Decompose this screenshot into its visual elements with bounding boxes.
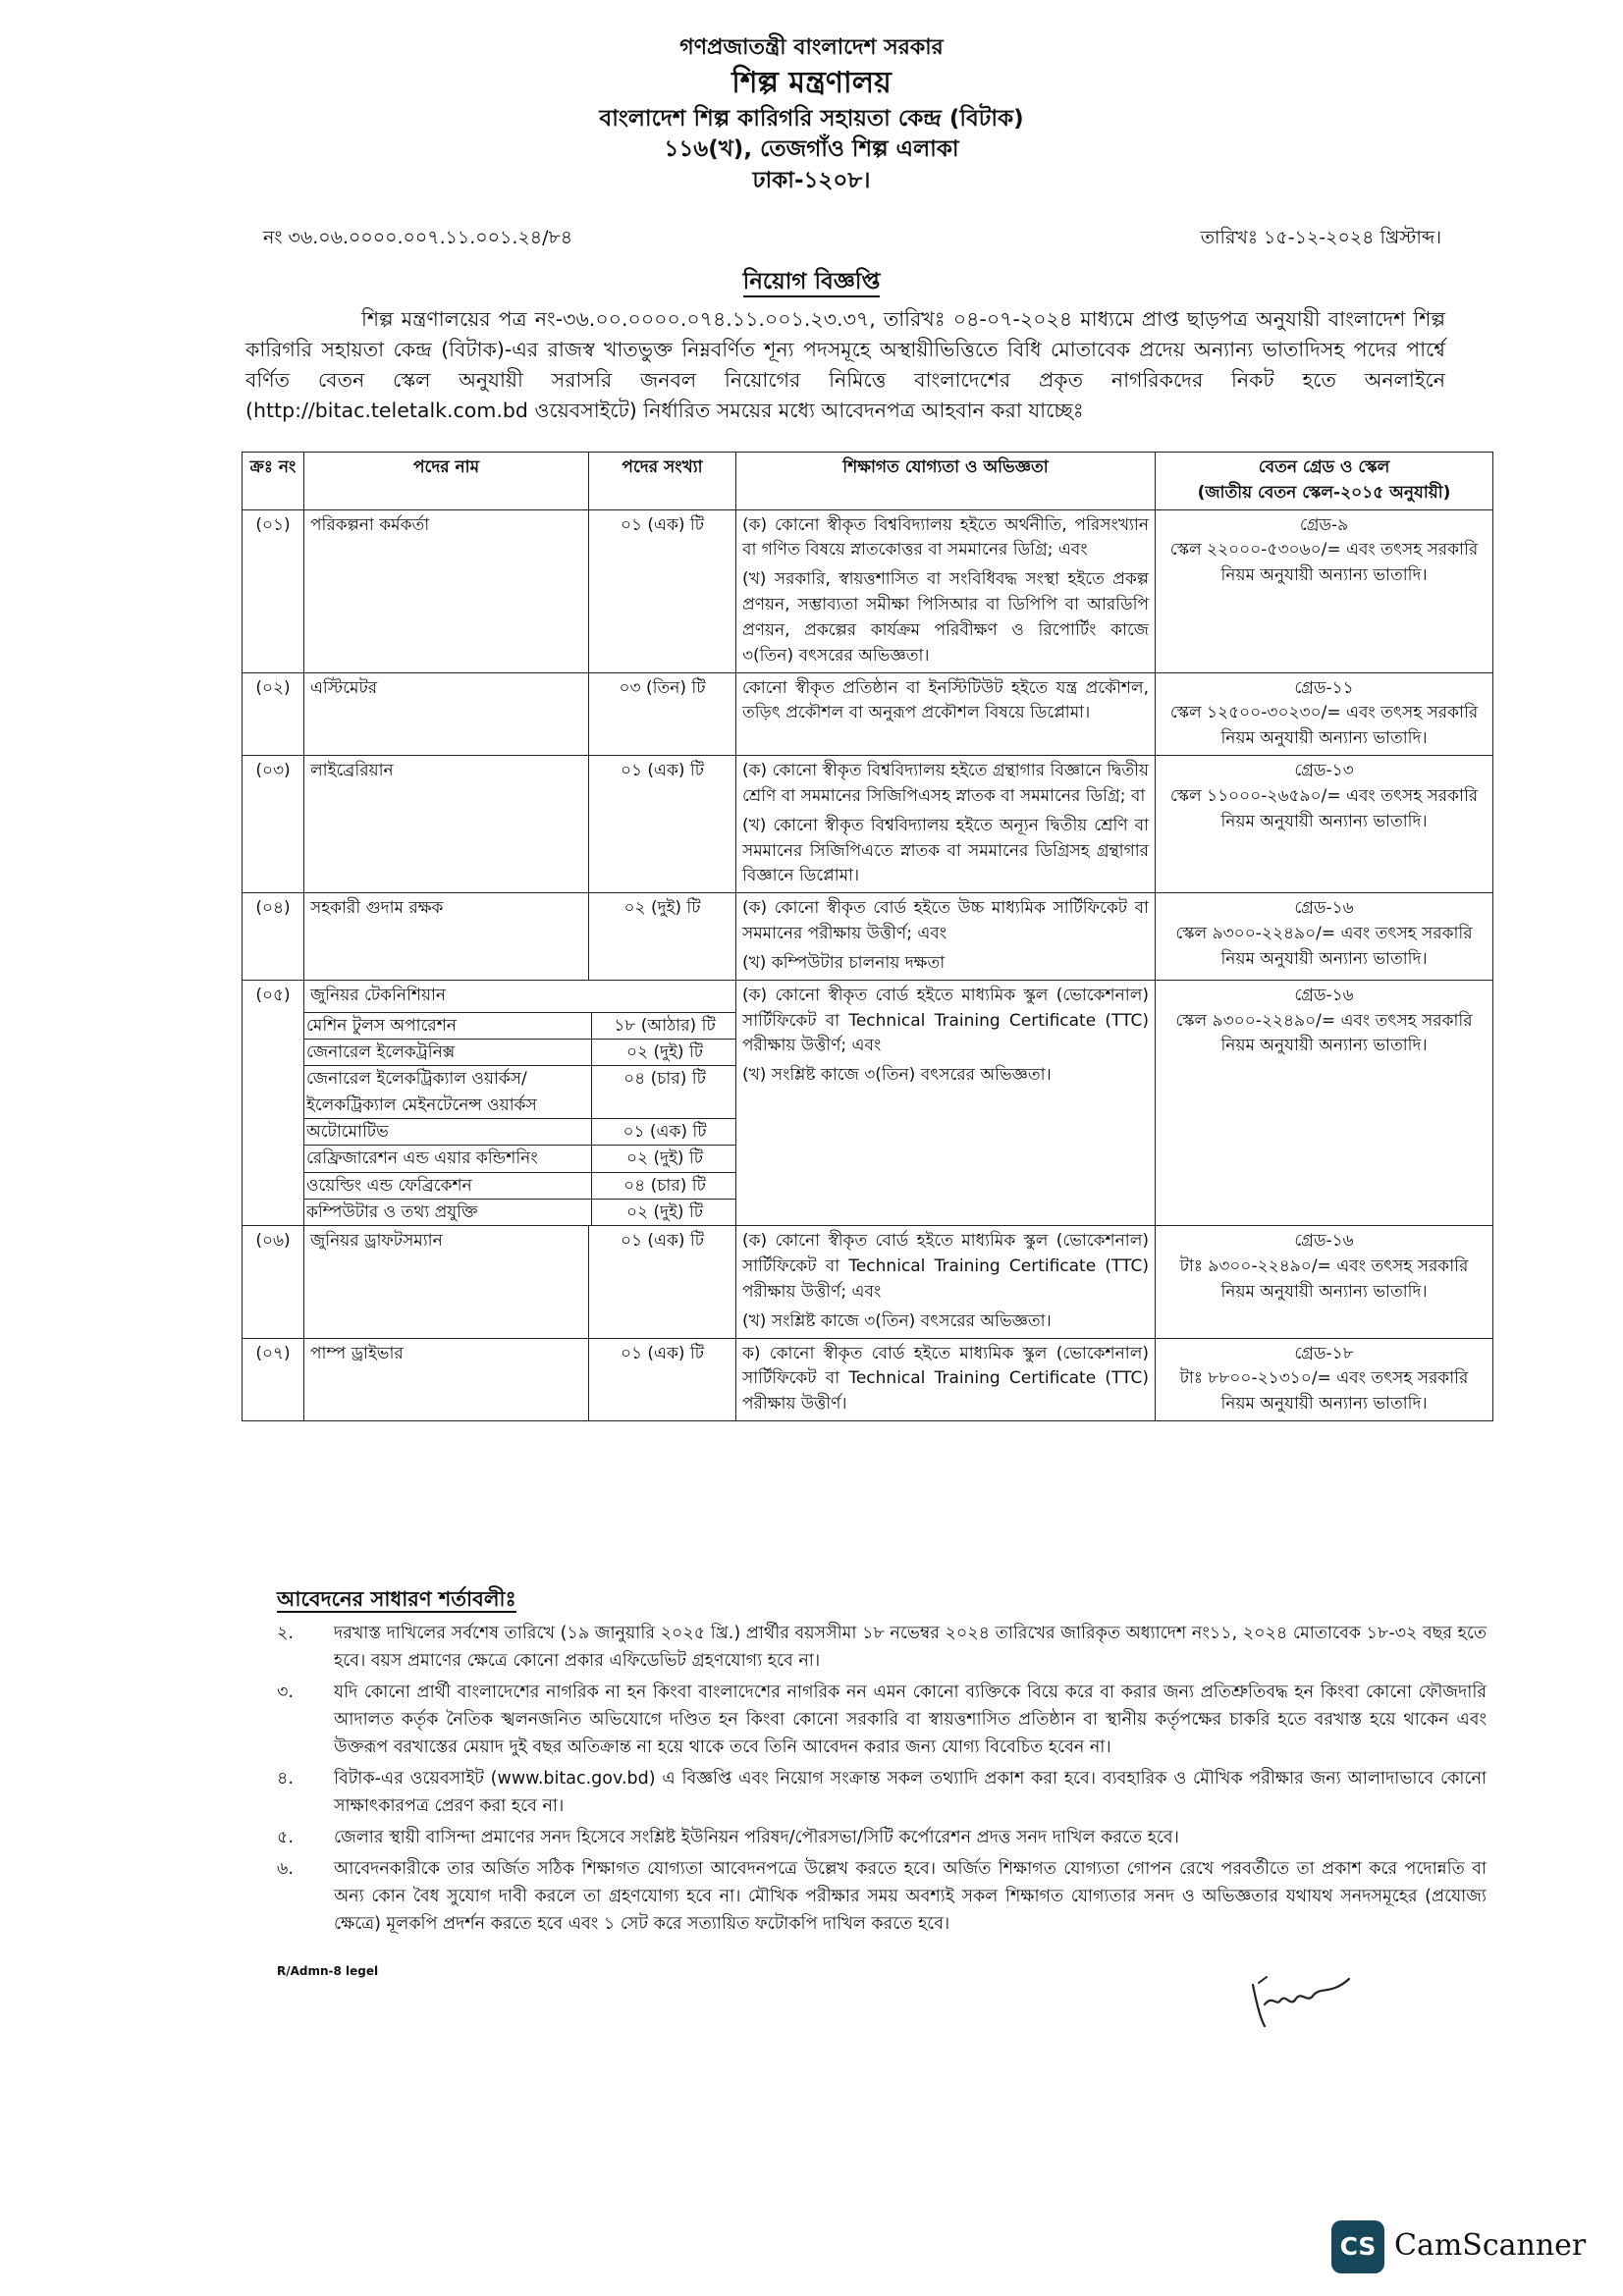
- header-qualification: শিক্ষাগত যোগ্যতা ও অভিজ্ঞতা: [736, 453, 1156, 510]
- row-grade: গ্রেড-১৩: [1294, 761, 1354, 781]
- table-row: [243, 1226, 1493, 1338]
- table-row: [243, 893, 1493, 980]
- row-count: ০৩ (তিন) টি: [589, 672, 736, 755]
- row-serial: (০২): [243, 672, 304, 755]
- signature-icon: [1243, 1965, 1361, 2034]
- subpost-count: ০৪ (চার) টি: [592, 1066, 736, 1119]
- table-row: [243, 980, 1493, 1226]
- term-number: ৩.: [277, 1682, 294, 1702]
- row-serial: (০৭): [243, 1338, 304, 1420]
- subpost-row: [304, 1118, 735, 1145]
- subpost-row: [304, 1039, 735, 1065]
- government-name: গণপ্রজাতন্ত্রী বাংলাদেশ সরকার: [679, 35, 944, 60]
- term-item: [277, 1620, 1487, 1675]
- subpost-row: [304, 1066, 735, 1119]
- subpost-row: [304, 1172, 735, 1199]
- row-post: লাইব্রেরিয়ান: [304, 756, 589, 893]
- term-text: দরখাস্ত দাখিলের সর্বশেষ তারিখে (১৯ জানুয়ারি ২০২৫ খ্রি.) প্রার্থীর বয়সসীমা ১৮ নভেম্বর ২০২৪ তারিখের জারিকৃত অধ্যাদেশ নং১১, ২০২৪ মোতাবেক ১৮-৩২ বছর হতে হবে। বয়স প্রমাণের ক্ষেত্রে কোনো প্রকার এফিডেভিট গ্রহণযোগ্য হবে না।: [334, 1624, 1487, 1671]
- row-grade: গ্রেড-১৬: [1294, 985, 1354, 1005]
- terms-heading-text: আবেদনের সাধারণ শর্তাবলীঃ: [277, 1587, 516, 1611]
- header-count: পদের সংখ্যা: [589, 453, 736, 510]
- qualification-item: কোনো স্বীকৃত প্রতিষ্ঠান বা ইনস্টিটিউট হইতে যন্ত্র প্রকৌশল, তড়িৎ প্রকৌশল বা অনুরূপ প্রকৌশল বিষয়ে ডিপ্লোমা।: [742, 677, 1149, 723]
- row-pay-scale: টাঃ ৯৩০০-২২৪৯০/= এবং তৎসহ সরকারি নিয়ম অনুযায়ী অন্যান্য ভাতাদি।: [1179, 1256, 1469, 1302]
- row-qualification: [736, 1226, 1156, 1338]
- subpost-name: অটোমোটিভ: [304, 1118, 592, 1145]
- qualification-item: (ক) কোনো স্বীকৃত বোর্ড হইতে মাধ্যমিক স্কুল (ভোকেশনাল) সার্টিফিকেট বা Technical Training Certificate (TTC) পরীক্ষায় উত্তীর্ণ; এবং: [742, 1231, 1149, 1302]
- row-scale: [1156, 1226, 1493, 1338]
- row-pay-scale: স্কেল ১১০০০-২৬৫৯০/= এবং তৎসহ সরকারি নিয়ম অনুযায়ী অন্যান্য ভাতাদি।: [1169, 785, 1479, 831]
- subpost-name: মেশিন টুলস অপারেশন: [304, 1012, 592, 1039]
- header-scale-title: বেতন গ্রেড ও স্কেল: [1258, 457, 1390, 477]
- row-count: ০১ (এক) টি: [589, 1338, 736, 1420]
- row-qualification: [736, 893, 1156, 980]
- organization-city: ঢাকা-১২০৮।: [752, 168, 871, 194]
- notice-title: [0, 263, 1623, 301]
- row-qualification: [736, 509, 1156, 672]
- row-grade: গ্রেড-১৬: [1294, 898, 1354, 919]
- camscanner-logo-icon: CS: [1331, 2220, 1384, 2273]
- header-scale-subtitle: (জাতীয় বেতন স্কেল-২০১৫ অনুযায়ী): [1197, 482, 1451, 503]
- organization-address: ১১৬(খ), তেজগাঁও শিল্প এলাকা: [664, 136, 959, 163]
- qualification-item: (ক) কোনো স্বীকৃত বোর্ড হইতে উচ্চ মাধ্যমিক সার্টিফিকেট বা সমমানের পরীক্ষায় উত্তীর্ণ; এবং: [742, 898, 1149, 944]
- qualification-item: (খ) সংশ্লিষ্ট কাজে ৩(তিন) বৎসরের অভিজ্ঞতা।: [742, 1310, 1052, 1331]
- qualification-item: (ক) কোনো স্বীকৃত বিশ্ববিদ্যালয় হইতে গ্রন্থাগার বিজ্ঞানে দ্বিতীয় শ্রেণি বা সমমানের সিজিপিএসহ স্নাতক বা সমমানের ডিগ্রি; বা: [742, 761, 1149, 806]
- table-header-row: [243, 453, 1493, 510]
- row-scale: [1156, 509, 1493, 672]
- notice-title-text: নিয়োগ বিজ্ঞপ্তি: [743, 269, 881, 297]
- term-item: [277, 1679, 1487, 1761]
- camscanner-watermark: CamScanner: [1394, 2228, 1587, 2263]
- row-scale: [1156, 672, 1493, 755]
- subpost-row: [304, 1012, 735, 1039]
- qualification-item: ক) কোনো স্বীকৃত বোর্ড হইতে মাধ্যমিক স্কুল (ভোকেশনাল) সার্টিফিকেট বা Technical Training Certificate (TTC) পরীক্ষায় উত্তীর্ণ।: [742, 1343, 1149, 1415]
- table-row: [243, 672, 1493, 755]
- row-scale: [1156, 756, 1493, 893]
- qualification-item: (খ) সরকারি, স্বায়ত্তশাসিত বা সংবিধিবদ্ধ সংস্থা হইতে প্রকল্প প্রণয়ন, সম্ভাব্যতা সমীক্ষা পিসিআর বা ডিপিপি বা আরডিপি প্রণয়ন, প্রকল্পের কার্যক্রম পরিবীক্ষণ ও রিপোর্টিং কাজে ৩(তিন) বৎসরের অভিজ্ঞতা।: [742, 569, 1149, 666]
- term-text: বিটাক-এর ওয়েবসাইট (www.bitac.gov.bd) এ বিজ্ঞপ্তি এবং নিয়োগ সংক্রান্ত সকল তথ্যাদি প্রকাশ করা হবে। ব্যবহারিক ও মৌখিক পরীক্ষার জন্য আলাদাভাবে কোনো সাক্ষাৎকারপত্র প্রেরণ করা হবে না।: [334, 1769, 1487, 1816]
- row-serial: (০৫): [243, 980, 304, 1226]
- row-post: সহকারী গুদাম রক্ষক: [304, 893, 589, 980]
- row-count: ০২ (দুই) টি: [589, 893, 736, 980]
- row-post: এস্টিমেটর: [304, 672, 589, 755]
- subpost-name: জেনারেল ইলেকট্রিক্যাল ওয়ার্কস/ ইলেকট্রিক্যাল মেইনটেনেন্স ওয়ার্কস: [304, 1066, 592, 1119]
- subpost-count: ০২ (দুই) টি: [592, 1039, 736, 1065]
- row-serial: (০৬): [243, 1226, 304, 1338]
- qualification-item: (ক) কোনো স্বীকৃত বোর্ড হইতে মাধ্যমিক স্কুল (ভোকেশনাল) সার্টিফিকেট বা Technical Training Certificate (TTC) পরীক্ষায় উত্তীর্ণ; এবং: [742, 985, 1149, 1056]
- terms-heading: [277, 1583, 516, 1618]
- row-grade: গ্রেড-১১: [1294, 677, 1354, 698]
- row-count: ০১ (এক) টি: [589, 756, 736, 893]
- subpost-count: ০২ (দুই) টি: [592, 1146, 736, 1172]
- subpost-count: ০২ (দুই) টি: [592, 1199, 736, 1225]
- term-item: [277, 1765, 1487, 1820]
- subpost-name: রেফ্রিজারেশন এন্ড এয়ার কন্ডিশনিং: [304, 1146, 592, 1172]
- term-number: ৬.: [277, 1859, 294, 1879]
- row-post: জুনিয়র ড্রাফটসম্যান: [304, 1226, 589, 1338]
- subpost-name: জেনারেল ইলেকট্রনিক্স: [304, 1039, 592, 1065]
- row-scale: [1156, 893, 1493, 980]
- vacancy-table: [242, 452, 1493, 1421]
- ministry-name: শিল্প মন্ত্রণালয়: [731, 66, 892, 101]
- row-grade: গ্রেড-১৮: [1294, 1343, 1354, 1363]
- header-post: পদের নাম: [304, 453, 589, 510]
- organization-name: বাংলাদেশ শিল্প কারিগরি সহায়তা কেন্দ্র (বিটাক): [599, 105, 1024, 132]
- term-text: জেলার স্থায়ী বাসিন্দা প্রমাণের সনদ হিসেবে সংশ্লিষ্ট ইউনিয়ন পরিষদ/পৌরসভা/সিটি কর্পোরেশন প্রদত্ত সনদ দাখিল করতে হবে।: [334, 1828, 1179, 1847]
- row-scale: [1156, 980, 1493, 1226]
- qualification-item: (খ) কোনো স্বীকৃত বিশ্ববিদ্যালয় হইতে অন্যূন দ্বিতীয় শ্রেণি বা সমমানের সিজিপিএতে স্নাতক বা সমমানের ডিগ্রিসহ গ্রন্থাগার বিজ্ঞানে ডিপ্লোমা।: [742, 815, 1149, 886]
- subpost-row: [304, 1146, 735, 1172]
- row-pay-scale: টাঃ ৮৮০০-২১৩১০/= এবং তৎসহ সরকারি নিয়ম অনুযায়ী অন্যান্য ভাতাদি।: [1179, 1368, 1469, 1415]
- row-qualification: [736, 980, 1156, 1226]
- row-pay-scale: স্কেল ৯৩০০-২২৪৯০/= এবং তৎসহ সরকারি নিয়ম অনুযায়ী অন্যান্য ভাতাদি।: [1175, 1010, 1473, 1056]
- subpost-count: ০১ (এক) টি: [592, 1118, 736, 1145]
- subpost-row: [304, 1199, 735, 1225]
- term-text: আবেদনকারীকে তার অর্জিত সঠিক শিক্ষাগত যোগ্যতা আবেদনপত্রে উল্লেখ করতে হবে। অর্জিত শিক্ষাগত যোগ্যতা গোপন রেখে পরবর্তীতে তা প্রকাশ করে পদোন্নতি বা অন্য কোন বৈধ সুযোগ দাবী করলে তা গ্রহণযোগ্য হবে না। মৌখিক পরীক্ষার সময় অবশ্যই সকল শিক্ষাগত যোগ্যতার সনদ ও অভিজ্ঞতার যথাযথ সনদসমূহের (প্রযোজ্য ক্ষেত্রে) মূলকপি প্রদর্শন করতে হবে এবং ১ সেট করে সত্যায়িত ফটোকপি দাখিল করতে হবে।: [334, 1859, 1487, 1934]
- row-grade: গ্রেড-১৬: [1294, 1231, 1354, 1252]
- row-pay-scale: স্কেল ১২৫০০-৩০২৩০/= এবং তৎসহ সরকারি নিয়ম অনুযায়ী অন্যান্য ভাতাদি।: [1169, 703, 1479, 749]
- row-grade: গ্রেড-৯: [1299, 514, 1349, 535]
- subpost-name: ওয়েল্ডিং এন্ড ফেব্রিকেশন: [304, 1172, 592, 1199]
- memo-date: তারিখঃ ১৫-১২-২০২৪ খ্রিস্টাব্দ।: [1200, 227, 1441, 248]
- subpost-count: ১৮ (আঠার) টি: [592, 1012, 736, 1039]
- row-post: পাম্প ড্রাইভার: [304, 1338, 589, 1420]
- row-scale: [1156, 1338, 1493, 1420]
- row-qualification: [736, 1338, 1156, 1420]
- qualification-item: (ক) কোনো স্বীকৃত বিশ্ববিদ্যালয় হইতে অর্থনীতি, পরিসংখ্যান বা গণিত বিষয়ে স্নাতকোত্তর বা সমমানের ডিগ্রি; এবং: [742, 514, 1149, 561]
- intro-paragraph: শিল্প মন্ত্রণালয়ের পত্র নং-৩৬.০০.০০০০.০৭৪.১১.০০১.২৩.৩৭, তারিখঃ ০৪-০৭-২০২৪ মাধ্যমে প্রাপ্ত ছাড়পত্র অনুযায়ী বাংলাদেশ শিল্প কারিগরি সহায়তা কেন্দ্র (বিটাক)-এর রাজস্ব খাতভুক্ত নিম্নবর্ণিত শূন্য পদসমূহে অস্থায়ীভিত্তিতে বিধি মোতাবেক প্রদেয় অন্যান্য ভাতাদিসহ পদের পার্শ্বে বর্ণিত বেতন স্কেল অনুযায়ী সরাসরি জনবল নিয়োগের নিমিত্তে বাংলাদেশের প্রকৃত নাগরিকদের নিকট হতে অনলাইনে (http://bitac.teletalk.com.bd ওয়েবসাইটে) নির্ধারিত সময়ের মধ্যে আবেদনপত্র আহবান করা যাচ্ছেঃ: [245, 307, 1445, 423]
- term-item: [277, 1824, 1487, 1851]
- row-qualification: [736, 756, 1156, 893]
- table-row: [243, 756, 1493, 893]
- row-count: ০১ (এক) টি: [589, 1226, 736, 1338]
- qualification-item: (খ) কম্পিউটার চালনায় দক্ষতা: [742, 952, 946, 973]
- row-serial: (০১): [243, 509, 304, 672]
- memo-number: নং ৩৬.০৬.০০০০.০০৭.১১.০০১.২৪/৮৪: [263, 227, 573, 248]
- row-qualification: [736, 672, 1156, 755]
- subpost-count: ০৪ (চার) টি: [592, 1172, 736, 1199]
- row-post-group: [304, 980, 736, 1226]
- term-number: ২.: [277, 1624, 294, 1643]
- file-reference: R/Admn-8 legel: [277, 1964, 379, 1978]
- term-item: [277, 1855, 1487, 1938]
- row-pay-scale: স্কেল ৯৩০০-২২৪৯০/= এবং তৎসহ সরকারি নিয়ম অনুযায়ী অন্যান্য ভাতাদি।: [1175, 924, 1473, 969]
- table-row: [243, 1338, 1493, 1420]
- row-post: পরিকল্পনা কর্মকর্তা: [304, 509, 589, 672]
- row-pay-scale: স্কেল ২২০০০-৫৩০৬০/= এবং তৎসহ সরকারি নিয়ম অনুযায়ী অন্যান্য ভাতাদি।: [1169, 540, 1479, 586]
- row-serial: (০৪): [243, 893, 304, 980]
- letterhead: [0, 33, 1623, 197]
- term-number: ৫.: [277, 1828, 294, 1847]
- header-scale: [1156, 453, 1493, 510]
- header-serial: ক্রঃ নং: [243, 453, 304, 510]
- term-text: যদি কোনো প্রার্থী বাংলাদেশের নাগরিক না হন কিংবা বাংলাদেশের নাগরিক নন এমন কোনো ব্যক্তিকে বিয়ে করে বা করার জন্য প্রতিশ্রুতিবদ্ধ হন কিংবা কোনো ফৌজদারি আদালত কর্তৃক নৈতিক স্খলনজনিত অভিযোগে দণ্ডিত হন কিংবা কোনো সরকারি বা স্বায়ত্তশাসিত প্রতিষ্ঠান বা স্থানীয় কর্তৃপক্ষের চাকরি হতে বরখাস্ত হয়ে থাকেন এবং উক্তরূপ বরখাস্তের মেয়াদ দুই বছর অতিক্রান্ত না হয়ে থাকে তবে তিনি আবেদন করার জন্য যোগ্য বিবেচিত হবেন না।: [334, 1682, 1487, 1757]
- terms-list: [277, 1620, 1487, 1942]
- subpost-table: [304, 1012, 735, 1226]
- subpost-name: কম্পিউটার ও তথ্য প্রযুক্তি: [304, 1199, 592, 1225]
- row-count: ০১ (এক) টি: [589, 509, 736, 672]
- term-number: ৪.: [277, 1769, 294, 1789]
- qualification-item: (খ) সংশ্লিষ্ট কাজে ৩(তিন) বৎসরের অভিজ্ঞতা।: [742, 1065, 1052, 1086]
- row-serial: (০৩): [243, 756, 304, 893]
- row-post: জুনিয়র টেকনিশিয়ান: [310, 985, 447, 1005]
- table-row: [243, 509, 1493, 672]
